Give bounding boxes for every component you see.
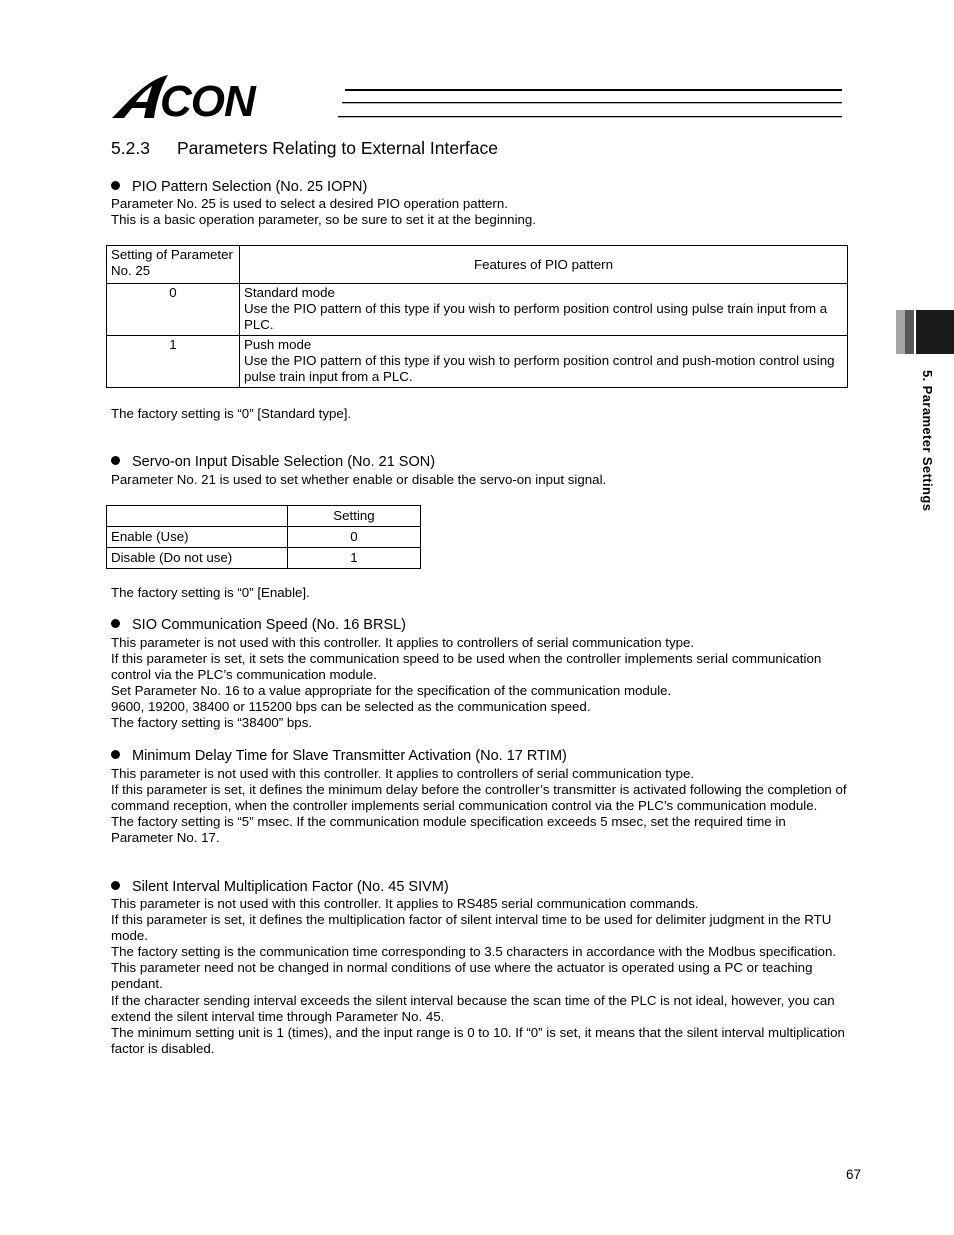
mode-description: Use the PIO pattern of this type if you wish to perform position control using pulse train input from a PLC. <box>244 301 828 332</box>
section-number: 5.2.3 <box>111 138 150 158</box>
tab-stripe <box>896 310 905 354</box>
acon-logo <box>110 72 850 122</box>
section-heading <box>111 138 498 159</box>
table-row <box>107 548 421 569</box>
feature-cell <box>240 336 848 388</box>
mode-description: Use the PIO pattern of this type if you wish to perform position control and push-motion control using pulse train input from a PLC. <box>244 353 835 384</box>
paragraph-line: If the character sending interval exceeds the silent interval because the scan time of the PLC is not ideal, however, you can extend the silent interval time through Parameter No. 45. <box>111 992 835 1024</box>
chapter-tab <box>896 310 954 354</box>
tab-stripe <box>905 310 914 354</box>
table-row <box>107 284 848 336</box>
logo-con-letters: CON <box>160 77 255 122</box>
feature-cell <box>240 284 848 336</box>
bullet-icon <box>111 881 120 890</box>
rtim-heading: Minimum Delay Time for Slave Transmitter Activation (No. 17 RTIM) <box>111 748 567 765</box>
setting-cell: 1 <box>107 336 240 388</box>
paragraph-line: This parameter is not used with this controller. It applies to controllers of serial communication type. <box>111 635 695 650</box>
bullet-icon <box>111 456 120 465</box>
logo-rule-top <box>345 89 842 91</box>
mode-name: Push mode <box>244 337 312 352</box>
servo-text <box>111 472 851 488</box>
bullet-icon <box>111 181 120 190</box>
option-label: Enable (Use) <box>107 527 288 548</box>
paragraph-line: If this parameter is set, it defines the minimum delay before the controller’s transmitter is activated following the completion of command reception, when the controller implements serial communication control via the PLC’s communication module. <box>111 782 847 814</box>
table-header-row <box>107 246 848 284</box>
table-row <box>107 527 421 548</box>
paragraph-line: Parameter No. 25 is used to select a desired PIO operation pattern. <box>111 196 508 211</box>
option-value: 1 <box>288 548 421 569</box>
pio-factory-setting: The factory setting is “0” [Standard type]. <box>111 406 352 421</box>
pio-text <box>111 196 851 228</box>
logo-rule-bottom <box>338 116 842 117</box>
option-value: 0 <box>288 527 421 548</box>
mode-name: Standard mode <box>244 285 335 300</box>
sivm-text <box>111 896 851 1057</box>
paragraph-line: This parameter is not used with this controller. It applies to RS485 serial communication commands. <box>111 896 699 911</box>
paragraph-line: 9600, 19200, 38400 or 115200 bps can be selected as the communication speed. <box>111 699 591 715</box>
header-setting: Setting <box>288 506 421 527</box>
pio-pattern-table <box>106 245 848 388</box>
pio-heading: PIO Pattern Selection (No. 25 IOPN) <box>111 179 367 196</box>
paragraph-line: The factory setting is the communication time corresponding to 3.5 characters in accordance with the Modbus specification. <box>111 944 837 960</box>
bullet-icon <box>111 750 120 759</box>
table-row <box>107 336 848 388</box>
paragraph-line: If this parameter is set, it defines the multiplication factor of silent interval time to be used for delimiter judgment in the RTU mode. <box>111 912 832 944</box>
paragraph-line: The factory setting is “38400” bps. <box>111 715 313 731</box>
section-title: Parameters Relating to External Interface <box>177 138 498 158</box>
sio-text <box>111 635 851 732</box>
sio-heading: SIO Communication Speed (No. 16 BRSL) <box>111 617 406 634</box>
sivm-heading: Silent Interval Multiplication Factor (No. 45 SIVM) <box>111 879 449 896</box>
paragraph-line: Set Parameter No. 16 to a value appropriate for the specification of the communication module. <box>111 683 672 699</box>
paragraph-line: This is a basic operation parameter, so be sure to set it at the beginning. <box>111 212 537 228</box>
paragraph-line: This parameter is not used with this controller. It applies to controllers of serial communication type. <box>111 766 695 781</box>
paragraph-line: If this parameter is set, it sets the communication speed to be used when the controller implements serial communication control via the PLC’s communication module. <box>111 651 822 683</box>
paragraph-line: Parameter No. 21 is used to set whether enable or disable the servo-on input signal. <box>111 472 607 487</box>
servo-factory-setting: The factory setting is “0” [Enable]. <box>111 585 310 600</box>
header-empty <box>107 506 288 527</box>
tab-block <box>916 310 954 354</box>
servo-setting-table <box>106 505 421 569</box>
setting-cell: 0 <box>107 284 240 336</box>
chapter-label: 5. Parameter Settings <box>920 370 935 512</box>
table-header-row <box>107 506 421 527</box>
option-label: Disable (Do not use) <box>107 548 288 569</box>
page-number: 67 <box>846 1167 862 1182</box>
rtim-text <box>111 766 851 846</box>
servo-heading: Servo-on Input Disable Selection (No. 21 SON) <box>111 454 435 471</box>
paragraph-line: The factory setting is “5” msec. If the communication module specification exceeds 5 msec, set the required time in Parameter No. 17. <box>111 814 786 846</box>
paragraph-line: The minimum setting unit is 1 (times), and the input range is 0 to 10. If “0” is set, it means that the silent interval multiplication factor is disabled. <box>111 1024 845 1056</box>
bullet-icon <box>111 619 120 628</box>
paragraph-line: This parameter need not be changed in normal conditions of use where the actuator is operated using a PC or teaching pendant. <box>111 960 813 992</box>
logo-rule-mid <box>342 102 842 103</box>
header-features: Features of PIO pattern <box>240 246 848 284</box>
header-setting: Setting of Parameter No. 25 <box>107 246 240 284</box>
